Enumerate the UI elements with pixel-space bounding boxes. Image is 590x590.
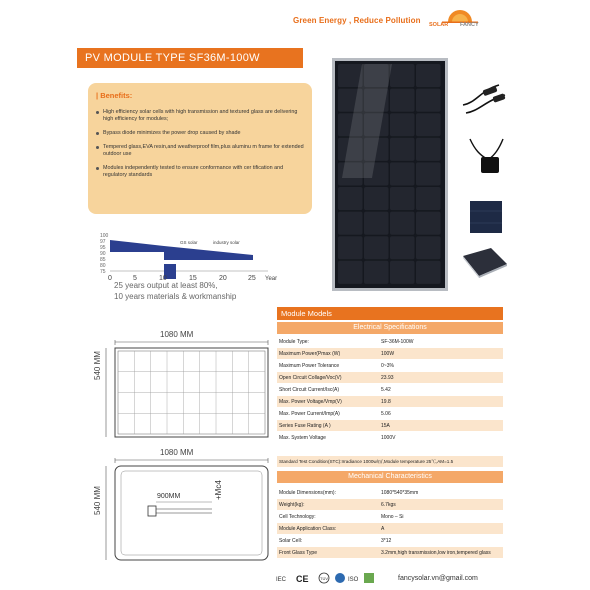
panel-cell [416,113,441,136]
panel-cell [364,187,389,210]
x-tick: 20 [219,275,227,282]
spec-row [277,420,503,432]
spec-row [277,384,503,396]
spec-key: Front Glass Type [277,547,379,559]
spec-row [277,535,503,547]
benefits-list [96,109,304,179]
panel-cell [416,212,441,235]
panel-cell [390,261,415,284]
contact-email: fancysolar.vn@gmail.com [398,575,478,582]
spec-row [277,523,503,535]
spec-value: 19.8 [379,396,503,408]
solar-cell-icon [466,197,506,237]
spec-row [277,360,503,372]
spec-row [277,511,503,523]
cable-length-label: 900MM [157,493,181,500]
spec-value: SF-36M-100W [379,336,503,348]
iec-logo: IEC [276,577,287,583]
spec-key: Maximum Power(Pmax (W) [277,348,379,360]
back-view-drawing [100,458,280,566]
module-models-heading: Module Models [277,307,503,320]
spec-value: 6.7kgs [379,499,503,511]
electrical-specs-table [277,336,503,444]
panel-frame-icon [461,246,509,278]
certification-logos [276,571,376,585]
logo-fancy-text: FANCY [460,22,479,28]
spec-value: 23.93 [379,372,503,384]
y-tick: 85 [100,257,106,263]
legend-industry: industry solar [213,240,240,245]
spec-key: Max. Power Current/Imp(A) [277,408,379,420]
spec-key: Maximum Power Tolerance [277,360,379,372]
warranty-text: 25 years output at least 80%, 10 years materials & workmanship [114,281,237,301]
panel-cell [338,187,363,210]
warranty-slope-shape [110,240,164,252]
panel-cell [416,187,441,210]
benefits-box [88,83,312,214]
y-tick: 90 [100,251,106,257]
width-dimension-label: 1080 MM [160,330,194,339]
panel-cell [390,64,415,87]
spec-value: 3*12 [379,535,503,547]
spec-key: Open Circuit Collage/Voc(V) [277,372,379,384]
benefit-item: Modules independently tested to ensure conformance with cer tification and regulatory standards [96,165,304,179]
panel-cell [390,162,415,185]
x-unit: Year [265,276,278,282]
warranty-slope-shape-2 [164,246,253,260]
spec-row [277,432,503,444]
y-tick: 97 [100,239,106,245]
sun-logo-icon [440,4,480,24]
panel-cell [416,64,441,87]
spec-row [277,547,503,559]
spec-value: Mono – Si [379,511,503,523]
height-dimension-label-2: 540 MM [93,486,102,515]
x-tick: 10 [159,275,167,282]
x-tick: 5 [133,275,137,282]
spec-value: 15A [379,420,503,432]
page-title: PV MODULE TYPE SF36M-100W [77,48,303,68]
mechanical-table [277,487,503,559]
legend-gs: GS solar [180,240,198,245]
panel-cell [390,138,415,161]
spec-value: 1000V [379,432,503,444]
junction-box-icon [465,135,510,180]
spec-row [277,396,503,408]
x-tick: 25 [248,275,256,282]
mc4-connector-icon [461,75,511,115]
spec-key: Module Type: [277,336,379,348]
panel-cell [364,261,389,284]
spec-value: 1080*540*35mm [379,487,503,499]
junction-box-drawing [148,506,156,516]
panel-cell [416,162,441,185]
height-dimension-label: 540 MM [93,351,102,380]
spec-key: Short Circuit Current/Isc(A) [277,384,379,396]
panel-cell [390,89,415,112]
ce-logo: CE [296,574,309,584]
spec-value: 5.06 [379,408,503,420]
panel-cell [338,212,363,235]
spec-value: 100W [379,348,503,360]
y-tick: 75 [100,269,106,275]
panel-cell [416,261,441,284]
x-tick: 0 [108,275,112,282]
spec-key: Weight(kg): [277,499,379,511]
spec-row [277,372,503,384]
benefit-item: Tempered glass,EVA resin,and weatherproof film,plus aluminu m frame for extended outdoor use [96,144,304,158]
solar-panel-image [332,58,448,291]
width-dimension-label-2: 1080 MM [160,448,194,457]
y-tick: 80 [100,263,106,269]
spec-row [277,487,503,499]
spec-key: Module Dimensions(mm): [277,487,379,499]
connector-label: +Mc4 [214,480,223,500]
electrical-specs-heading: Electrical Specifications [277,322,503,334]
slogan: Green Energy , Reduce Pollution [293,16,421,25]
iso-logo: ISO [348,577,359,583]
panel-cell [338,261,363,284]
panel-cell [364,236,389,259]
logo-solar-text: SOLAR [429,22,449,28]
benefits-heading: | Benefits: [96,91,133,100]
panel-cell [416,89,441,112]
benefit-item: Bypass diode minimizes the power drop caused by shade [96,130,304,137]
spec-row [277,336,503,348]
spec-key: Max. Power Voltage/Vmp(V) [277,396,379,408]
benefit-item: High efficiency solar cells with high transmission and textured glass are delivering high efficiency for modules; [96,109,304,123]
spec-row [277,348,503,360]
panel-cell [390,113,415,136]
front-view-drawing [100,340,280,440]
spec-value: A [379,523,503,535]
tuv-logo: TÜV [320,576,328,581]
panel-cell [416,138,441,161]
spec-value: 5.42 [379,384,503,396]
panel-cell [390,212,415,235]
y-tick: 95 [100,245,106,251]
panel-cell [338,236,363,259]
spec-value: 0~3% [379,360,503,372]
mechanical-heading: Mechanical Characteristics [277,471,503,483]
spec-key: Cell Technology: [277,511,379,523]
spec-row [277,499,503,511]
x-tick: 15 [189,275,197,282]
spec-key: Max. System Voltage [277,432,379,444]
spec-value: 3.2mm,high transmission,low iron,tempered glass [379,547,503,559]
panel-cell [364,212,389,235]
spec-row [277,408,503,420]
spec-key: Series Fuse Rating (A ) [277,420,379,432]
stc-note: Standard Test Condition(STC):Irradiance 1000w/㎡,Module temperature 25℃,AM=1.5 [277,456,503,467]
y-tick: 100 [100,233,109,239]
panel-cell [390,187,415,210]
spec-key: Module Application Class: [277,523,379,535]
panel-cell [416,236,441,259]
spec-key: Solar Cell: [277,535,379,547]
panel-cell [390,236,415,259]
